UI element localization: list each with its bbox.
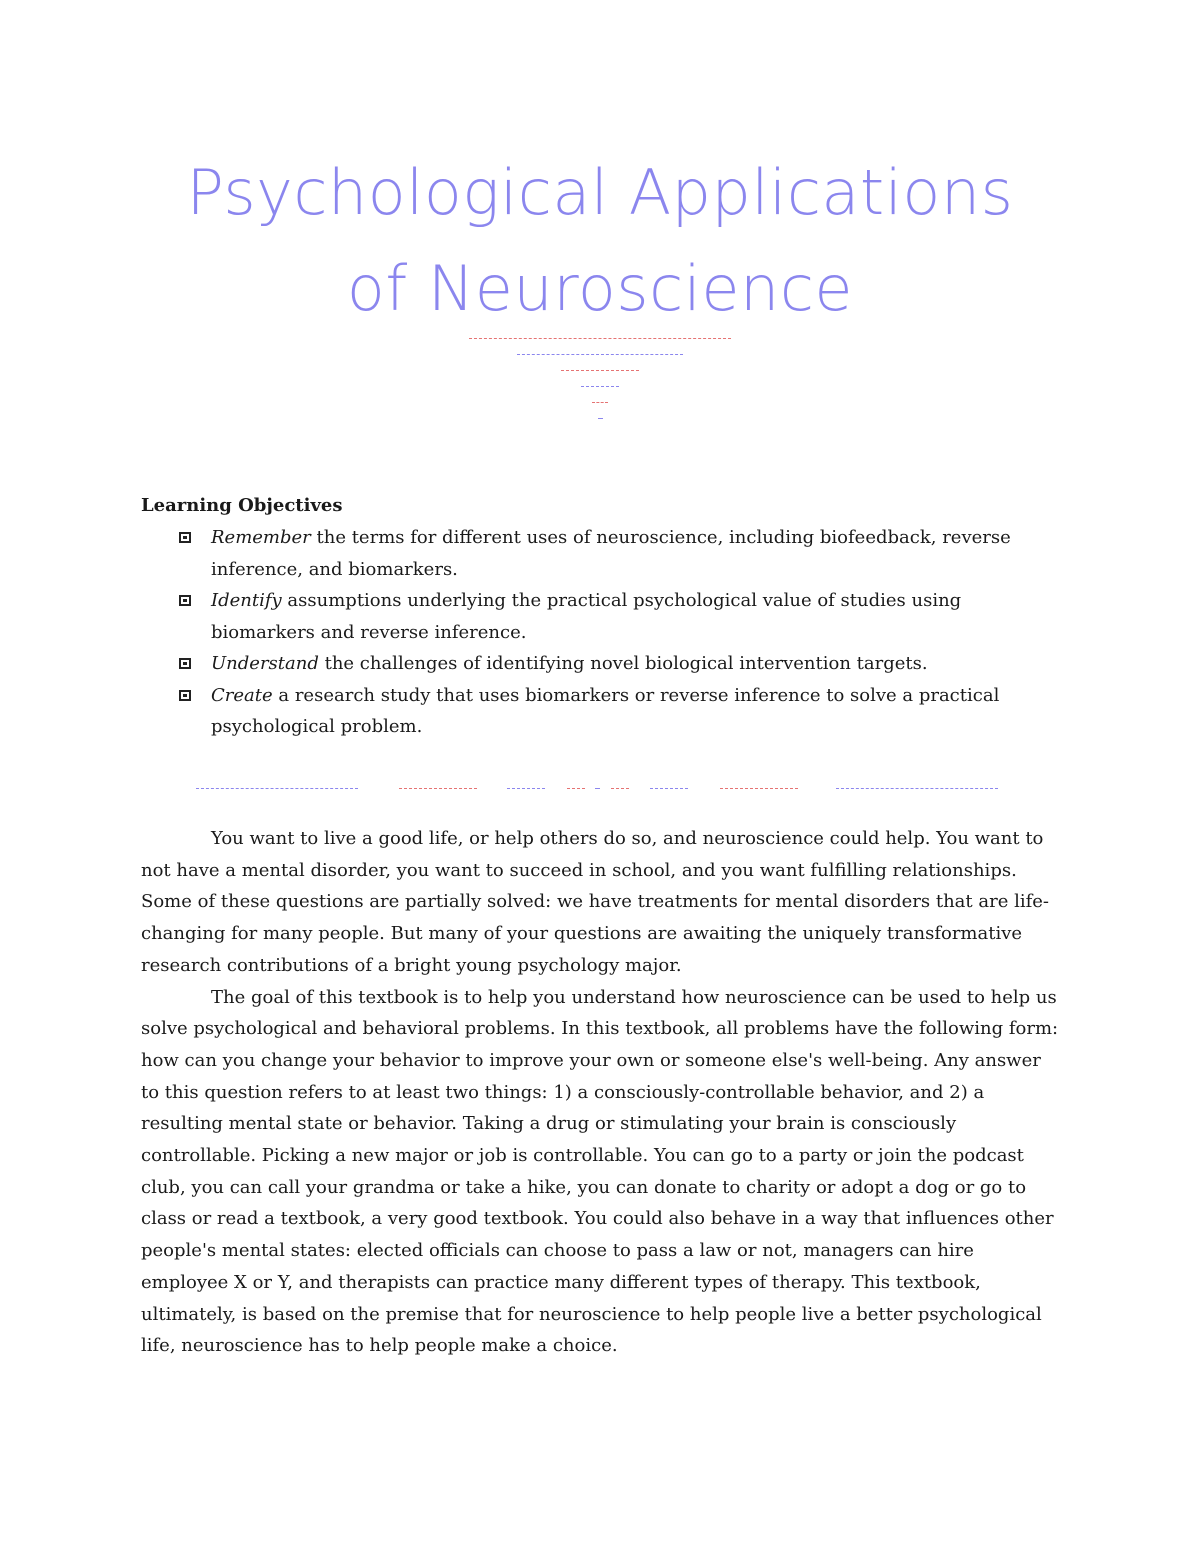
objective-text: the terms for different uses of neuroscience, including biofeedback, reverse inference, and biomarkers. bbox=[211, 527, 1011, 580]
objective-item bbox=[141, 680, 1041, 743]
section-divider bbox=[0, 788, 1200, 792]
learning-objectives bbox=[141, 492, 1041, 743]
divider-segment bbox=[836, 788, 998, 789]
objective-text: a research study that uses biomarkers or reverse inference to solve a practical psychological problem. bbox=[211, 684, 1000, 737]
body-paragraph: The goal of this textbook is to help you understand how neuroscience can be used to help us solve psychological and behavioral problems. In this textbook, all problems have the following form: how can you change your behavior to improve your own or someone else's well-being. Any answer to this question refers to at least two things: 1) a consciously-controllable behavior, and 2) a resulting mental state or behavior. Taking a drug or stimulating your brain is consciously controllable. Picking a new major or job is controllable. You can go to a party or join the podcast club, you can call your grandma or take a hike, you can donate to charity or adopt a dog or go to class or read a textbook, a very good textbook. You could also behave in a way that influences other people's mental states: elected officials can choose to pass a law or not, managers can hire employee X or Y, and therapists can practice many different types of therapy. This textbook, ultimately, is based on the premise that for neuroscience to help people live a better psychological life, neuroscience has to help people make a choice. bbox=[141, 986, 1059, 1357]
page-title bbox=[100, 145, 1100, 337]
objective-item bbox=[141, 585, 1041, 648]
learning-objectives-heading: Learning Objectives bbox=[141, 495, 343, 516]
objective-verb: Understand bbox=[211, 653, 319, 674]
divider-segment bbox=[567, 788, 585, 789]
divider-segment bbox=[720, 788, 798, 789]
divider-segment bbox=[611, 788, 629, 789]
square-bullet-icon bbox=[179, 532, 191, 543]
divider-segment bbox=[507, 788, 545, 789]
body-text bbox=[141, 823, 1061, 1362]
objectives-list bbox=[141, 522, 1041, 743]
divider-line bbox=[598, 418, 603, 419]
square-bullet-icon bbox=[179, 658, 191, 669]
divider-segment bbox=[196, 788, 358, 789]
divider-segment bbox=[595, 788, 600, 789]
objective-item bbox=[141, 522, 1041, 585]
square-bullet-icon bbox=[179, 595, 191, 606]
title-line-1: Psychological Applications bbox=[186, 156, 1014, 229]
title-line-2: of Neuroscience bbox=[346, 252, 854, 325]
objective-verb: Identify bbox=[211, 590, 282, 611]
divider-segment bbox=[399, 788, 477, 789]
square-bullet-icon bbox=[179, 690, 191, 701]
divider-line bbox=[581, 386, 619, 387]
objective-text: assumptions underlying the practical psychological value of studies using biomarkers and reverse inference. bbox=[211, 590, 962, 643]
objective-verb: Remember bbox=[211, 527, 311, 548]
divider-line bbox=[517, 354, 683, 355]
divider-line bbox=[561, 370, 639, 371]
divider-line bbox=[469, 338, 731, 339]
body-paragraph: You want to live a good life, or help others do so, and neuroscience could help. You want to not have a mental disorder, you want to succeed in school, and you want fulfilling relationships. Some of these questions are partially solved: we have treatments for mental disorders that are life-changing for many people. But many of your questions are awaiting the uniquely transformative research contributions of a bright young psychology major. bbox=[141, 828, 1049, 976]
divider-line bbox=[592, 402, 608, 403]
objective-verb: Create bbox=[211, 684, 273, 706]
title-divider bbox=[0, 338, 1200, 434]
objective-text: the challenges of identifying novel biological intervention targets. bbox=[318, 653, 928, 674]
divider-segment bbox=[650, 788, 688, 789]
objective-item bbox=[141, 648, 1041, 680]
